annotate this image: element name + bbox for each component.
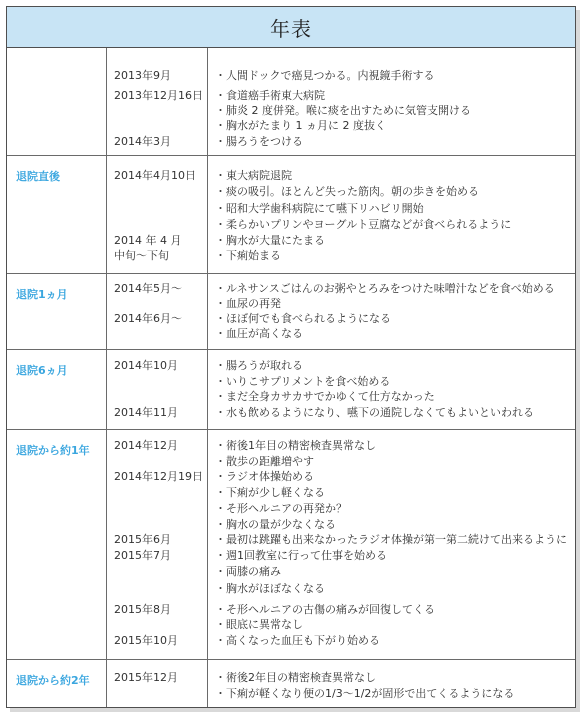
row-event: ・胸水が大量にたまる xyxy=(215,234,325,247)
table-title: 年表 xyxy=(7,7,575,48)
row-event: ・最初は跳躍も出来なかったラジオ体操が第一第二続けて出来るように xyxy=(215,533,567,546)
row-date: 2014年4月10日 xyxy=(114,169,196,182)
row-date: 2015年12月 xyxy=(114,671,178,684)
row-event: ・ほぼ何でも食べられるようになる xyxy=(215,312,391,325)
row-event: ・散歩の距離増やす xyxy=(215,455,314,468)
row-event: ・腸ろうが取れる xyxy=(215,359,303,372)
row-date: 2014年12月19日 xyxy=(114,470,203,483)
row-event: ・いりこサプリメントを食べ始める xyxy=(215,375,391,388)
row-event: ・術後2年目の精密検査異常なし xyxy=(215,671,376,684)
timeline-table xyxy=(6,6,576,708)
table-row xyxy=(7,48,575,155)
row-date: 2013年12月16日 xyxy=(114,89,203,102)
row-date: 2014年5月～ xyxy=(114,282,182,295)
row-date: 2015年7月 xyxy=(114,549,171,562)
row-period: 退院6ヵ月 xyxy=(16,364,68,377)
table-row xyxy=(7,349,575,430)
row-date: 2014年12月 xyxy=(114,439,178,452)
row-period: 退院1ヵ月 xyxy=(16,288,68,301)
row-event: ・ラジオ体操始める xyxy=(215,470,314,483)
table-row xyxy=(7,273,575,350)
row-event: ・痰の吸引。ほとんど失った筋肉。朝の歩きを始める xyxy=(215,185,479,198)
row-event: ・昭和大学歯科病院にて嚥下リハビリ開始 xyxy=(215,202,424,215)
row-event: ・まだ全身カサカサでかゆくて仕方なかった xyxy=(215,390,435,403)
row-event: ・眼底に異常なし xyxy=(215,618,303,631)
row-event: ・胸水の量が少なくなる xyxy=(215,518,336,531)
row-event: ・胸水がたまり 1 ヵ月に 2 度抜く xyxy=(215,119,386,132)
row-date: 2014年11月 xyxy=(114,406,178,419)
row-event: ・そ形ヘルニアの再発か？ xyxy=(215,502,347,515)
row-event: ・東大病院退院 xyxy=(215,169,292,182)
row-event: ・血圧が高くなる xyxy=(215,327,303,340)
row-event: ・腸ろうをつける xyxy=(215,135,303,148)
row-event: ・胸水がほぼなくなる xyxy=(215,582,325,595)
row-event: ・水も飲めるようになり、嚥下の通院しなくてもよいといわれる xyxy=(215,406,534,419)
row-date: 中旬～下旬 xyxy=(114,249,169,262)
row-date: 2014年6月～ xyxy=(114,312,182,325)
table-row xyxy=(7,429,575,660)
row-event: ・両膝の痛み xyxy=(215,565,281,578)
row-event: ・そ形ヘルニアの古傷の痛みが回復してくる xyxy=(215,603,435,616)
row-period: 退院直後 xyxy=(16,170,60,183)
row-event: ・血尿の再発 xyxy=(215,297,281,310)
row-date: 2014年10月 xyxy=(114,359,178,372)
row-date: 2014 年 4 月 xyxy=(114,234,182,247)
row-period: 退院から約2年 xyxy=(16,674,90,687)
row-event: ・肺炎 2 度併発。喉に痰を出すために気管支開ける xyxy=(215,104,471,117)
table-row xyxy=(7,155,575,274)
row-date: 2015年6月 xyxy=(114,533,171,546)
row-event: ・食道癌手術東大病院 xyxy=(215,89,325,102)
row-event: ・柔らかいプリンやヨーグルト豆腐などが食べられるように xyxy=(215,218,512,231)
row-event: ・高くなった血圧も下がり始める xyxy=(215,634,380,647)
row-period: 退院から約1年 xyxy=(16,444,90,457)
row-event: ・週1回教室に行って仕事を始める xyxy=(215,549,387,562)
row-event: ・下痢が軽くなり便の1/3～1/2が固形で出てくるようになる xyxy=(215,687,515,700)
row-event: ・ルネサンスごはんのお粥やとろみをつけた味噌汁などを食べ始める xyxy=(215,282,555,295)
timeline-card xyxy=(6,6,576,708)
row-event: ・人間ドックで癌見つかる。内視鏡手術する xyxy=(215,69,435,82)
row-date: 2013年9月 xyxy=(114,69,171,82)
row-event: ・下痢始まる xyxy=(215,249,281,262)
table-row xyxy=(7,659,575,708)
row-event: ・術後1年目の精密検査異常なし xyxy=(215,439,376,452)
row-event: ・下痢が少し軽くなる xyxy=(215,486,325,499)
row-date: 2015年8月 xyxy=(114,603,171,616)
row-date: 2014年3月 xyxy=(114,135,171,148)
row-date: 2015年10月 xyxy=(114,634,178,647)
